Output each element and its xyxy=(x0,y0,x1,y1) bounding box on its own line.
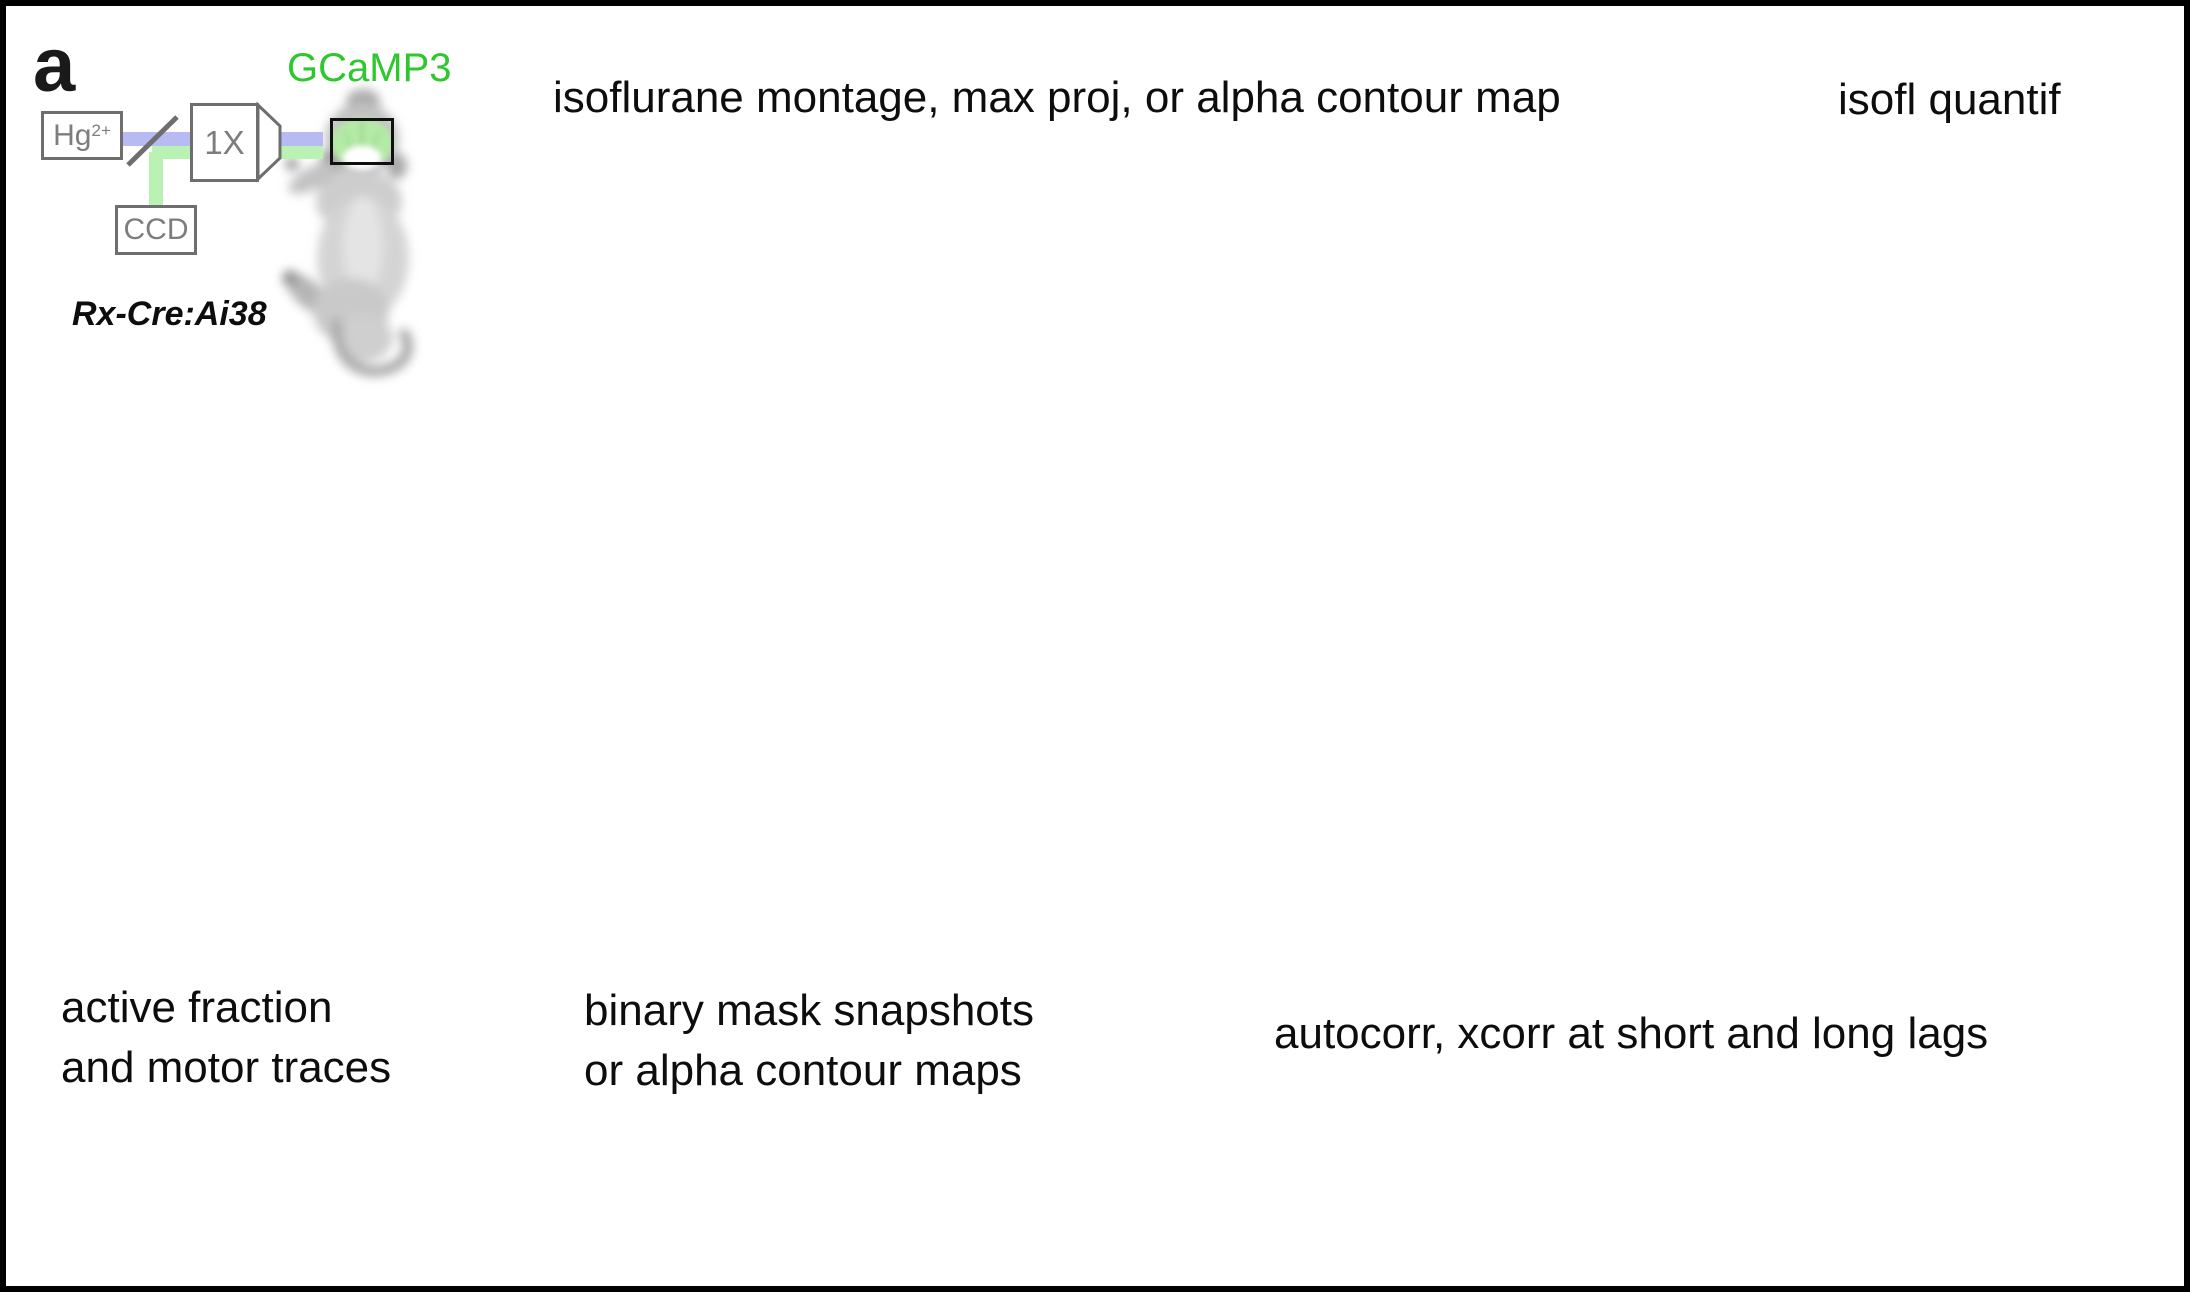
panel-label: a xyxy=(33,23,76,108)
annotation-top-center: isoflurane montage, max proj, or alpha contour map xyxy=(553,73,1561,122)
annotation-bottom-left xyxy=(61,978,391,1098)
annotation-bottom-right: autocorr, xcorr at short and long lags xyxy=(1274,1009,1989,1058)
annotation-top-right: isofl quantif xyxy=(1838,75,2061,124)
ccd-camera-label: CCD xyxy=(123,213,189,246)
mercury-lamp-label: Hg xyxy=(53,118,92,152)
annotation-bottom-middle xyxy=(584,981,1034,1101)
dichroic-mirror xyxy=(128,117,177,165)
objective-box xyxy=(190,103,259,182)
mercury-lamp-superscript: 2+ xyxy=(91,121,111,140)
annotation-bottom-left-line2: and motor traces xyxy=(61,1043,392,1092)
annotation-bottom-left-line1: active fraction xyxy=(61,983,333,1032)
cranial-window-box xyxy=(330,118,394,165)
objective-label: 1X xyxy=(204,123,245,161)
annotation-bottom-middle-line1: binary mask snapshots xyxy=(584,986,1034,1035)
gcamp3-label: GCaMP3 xyxy=(287,46,452,90)
mercury-lamp-box xyxy=(41,111,123,160)
ccd-camera-box xyxy=(115,205,197,255)
annotation-bottom-middle-line2: or alpha contour maps xyxy=(584,1046,1022,1095)
mouse-line-label: Rx-Cre:Ai38 xyxy=(72,295,267,333)
objective-snout-shape xyxy=(258,105,280,179)
